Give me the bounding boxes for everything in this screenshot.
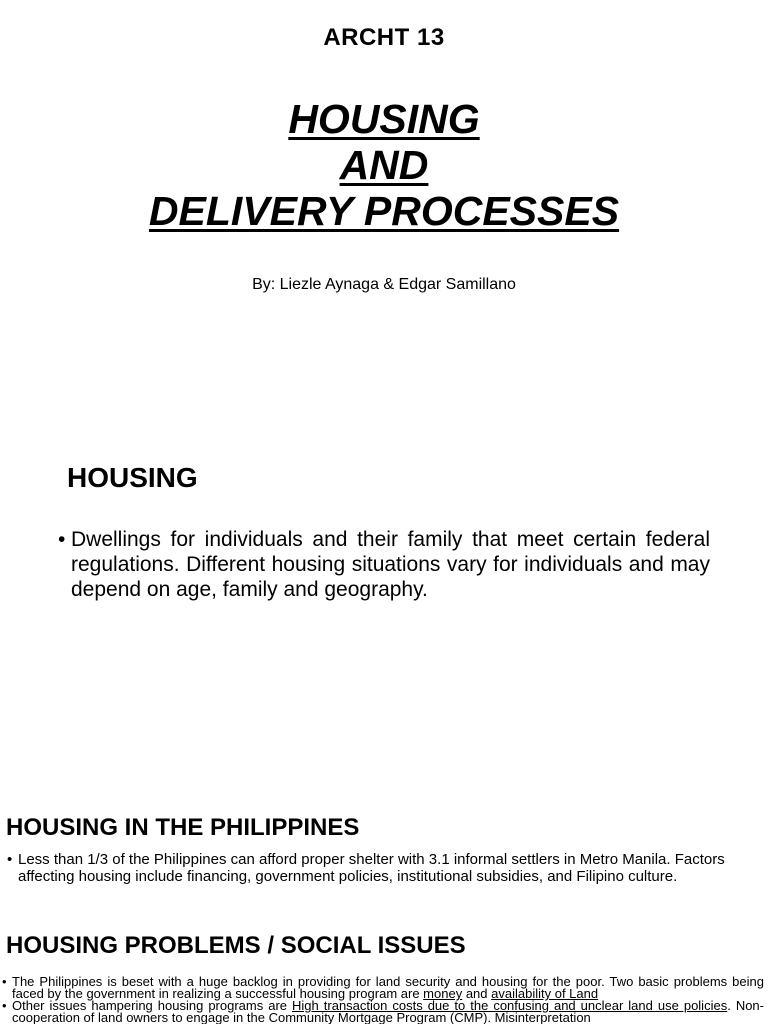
- bullet-marker: •: [2, 998, 7, 1013]
- problems-list: [0, 976, 764, 1024]
- philippines-bullet: [7, 851, 761, 885]
- problem-and: and: [462, 986, 492, 1001]
- bullet-marker: •: [2, 974, 7, 989]
- title-slide: [0, 0, 768, 384]
- presentation-title: [0, 96, 768, 234]
- list-item: [0, 1000, 764, 1024]
- philippines-text: Less than 1/3 of the Philippines can afford proper shelter with 3.1 informal settlers in Metro Manila. Factors affecting housing include financing, government policies, institutional subsidies, and Filipino culture.: [18, 851, 725, 885]
- philippines-heading: HOUSING IN THE PHILIPPINES: [6, 814, 360, 841]
- definition-text: Dwellings for individuals and their family that meet certain federal regulations. Different housing situations vary for individuals and may depend on age, family and geography.: [71, 528, 710, 601]
- title-line-2: AND: [339, 142, 429, 188]
- problem-text: The Philippines is beset with a huge backlog in providing for land security and housing for the poor. Two basic problems being faced by the government in realizing a successful housing program are: [12, 974, 764, 1001]
- housing-definition-slide: [0, 432, 768, 672]
- problem-text: Other issues hampering housing programs are: [12, 998, 293, 1013]
- problem-costs: High transaction costs due to the confusing and unclear land use policies: [292, 998, 728, 1013]
- course-code: ARCHT 13: [323, 24, 445, 51]
- author-byline: By: Liezle Aynaga & Edgar Samillano: [252, 276, 516, 293]
- title-line-3: DELIVERY PROCESSES: [148, 188, 620, 234]
- list-item: [0, 976, 764, 1000]
- philippines-housing-slide: [0, 790, 768, 1024]
- definition-bullet: [58, 527, 710, 602]
- slide-heading: HOUSING: [67, 462, 198, 493]
- title-line-1: HOUSING: [288, 96, 480, 142]
- problem-money: money: [423, 986, 463, 1001]
- problems-heading: HOUSING PROBLEMS / SOCIAL ISSUES: [6, 932, 466, 959]
- bullet-marker: •: [7, 851, 13, 868]
- bullet-marker: •: [58, 528, 66, 551]
- problem-rest: . Non-cooperation of land owners to engage in the Community Mortgage Program (CMP). Misinterpretation: [12, 998, 764, 1024]
- problem-land: availability of Land: [491, 986, 599, 1001]
